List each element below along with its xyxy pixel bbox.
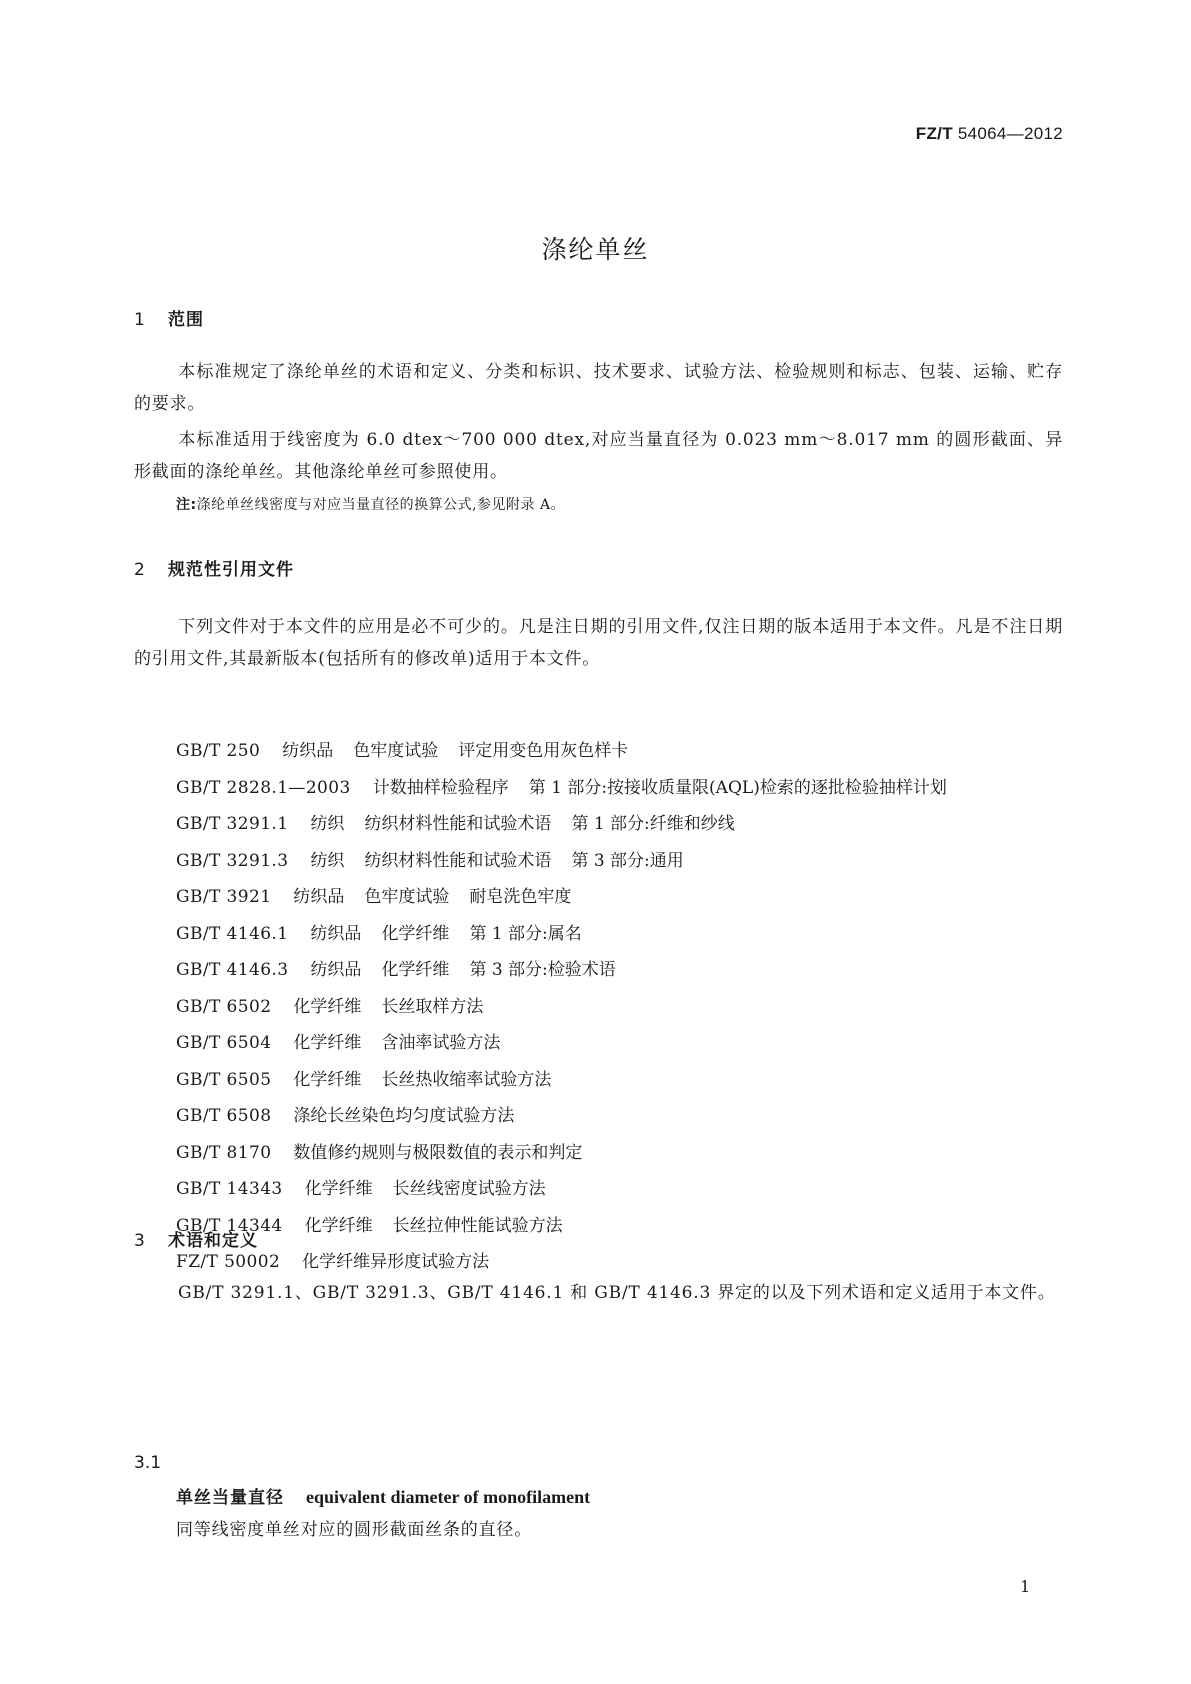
reference-code: GB/T 8170 (176, 1142, 272, 1163)
reference-item (176, 879, 947, 916)
reference-code: GB/T 14343 (176, 1179, 283, 1199)
reference-title-part: 评定用变色用灰色样卡 (458, 741, 629, 761)
standard-code (0, 124, 1063, 144)
reference-title-part: 长丝热收缩率试验方法 (381, 1069, 552, 1090)
reference-title-part: 纺织品 (293, 887, 345, 907)
section-1-paragraph-1-text: 本标准规定了涤纶单丝的术语和定义、分类和标识、技术要求、试验方法、检验规则和标志、包装、运输、贮存的要求。 (134, 362, 1063, 414)
term-3-1-title (176, 1483, 590, 1508)
section-2-paragraph-1 (134, 611, 1063, 675)
section-1-note (176, 494, 565, 514)
reference-title-part: 化学纤维 (304, 1179, 373, 1199)
term-3-1-chinese: 单丝当量直径 (176, 1488, 284, 1508)
note-label: 注: (176, 497, 197, 513)
reference-title-part: 涤纶长丝染色均匀度试验方法 (293, 1106, 515, 1126)
reference-title-part: 化学纤维 (293, 1069, 362, 1090)
reference-item (176, 843, 947, 880)
section-2-title: 规范性引用文件 (168, 560, 294, 580)
reference-title-part: 耐皂洗色牢度 (469, 887, 572, 907)
reference-title-part: 含油率试验方法 (381, 1033, 501, 1053)
reference-title-part: 纺织品 (310, 923, 362, 944)
reference-item (176, 916, 947, 953)
section-1-title: 范围 (168, 310, 204, 330)
reference-title-part: 纺织品 (310, 960, 362, 980)
section-2-number: 2 (134, 560, 146, 580)
reference-title-part: 化学纤维 (381, 960, 450, 980)
reference-item (176, 1208, 947, 1245)
section-3-paragraph-1-text: GB/T 3291.1、GB/T 3291.3、GB/T 4146.1 和 GB/T 4146.3 界定的以及下列术语和定义适用于本文件。 (178, 1283, 1056, 1303)
reference-title-part: 计数抽样检验程序 (372, 777, 509, 798)
reference-item (176, 806, 947, 843)
reference-title-part: 长丝取样方法 (381, 996, 484, 1017)
reference-title-part: 化学纤维 (293, 996, 362, 1017)
reference-item (176, 1135, 947, 1172)
section-1-paragraph-2 (134, 424, 1063, 488)
normative-references-list (176, 733, 947, 1281)
reference-title-part: 纺织材料性能和试验术语 (364, 814, 552, 834)
section-3-number: 3 (134, 1231, 146, 1251)
reference-title-part: 纺织品 (282, 741, 334, 761)
reference-title-part: 第 3 部分:检验术语 (469, 960, 616, 980)
term-3-1-definition: 同等线密度单丝对应的圆形截面丝条的直径。 (176, 1520, 532, 1540)
reference-item (176, 1025, 947, 1062)
term-3-1-english: equivalent diameter of monofilament (306, 1487, 591, 1507)
reference-item (176, 952, 947, 989)
section-1-paragraph-1 (134, 356, 1063, 420)
reference-item (176, 1244, 947, 1281)
reference-title-part: 纺织材料性能和试验术语 (364, 850, 552, 871)
term-3-1-number: 3.1 (134, 1453, 162, 1473)
reference-code: GB/T 3291.3 (176, 850, 289, 871)
section-2-paragraph-1-text: 下列文件对于本文件的应用是必不可少的。凡是注日期的引用文件,仅注日期的版本适用于本文件。凡是不注日期的引用文件,其最新版本(包括所有的修改单)适用于本文件。 (134, 617, 1063, 669)
reference-code: GB/T 3291.1 (176, 814, 289, 834)
reference-code: GB/T 2828.1—2003 (176, 777, 351, 798)
note-text: 涤纶单丝线密度与对应当量直径的换算公式,参见附录 A。 (196, 497, 566, 513)
reference-code: GB/T 14344 (176, 1215, 283, 1236)
reference-title-part: 化学纤维 (293, 1033, 362, 1053)
reference-title-part: 第 1 部分:属名 (469, 923, 582, 944)
reference-item (176, 770, 947, 807)
page-number: 1 (1020, 1577, 1031, 1596)
reference-title-part: 色牢度试验 (364, 887, 450, 907)
reference-item (176, 1171, 947, 1208)
section-1-paragraph-2-text: 本标准适用于线密度为 6.0 dtex～700 000 dtex,对应当量直径为 0.023 mm～8.017 mm 的圆形截面、异形截面的涤纶单丝。其他涤纶单丝可参照使用。 (134, 430, 1063, 482)
reference-title-part: 纺织 (310, 814, 345, 834)
section-3-paragraph-1 (134, 1277, 1063, 1309)
reference-item (176, 733, 947, 770)
reference-title-part: 化学纤维 (304, 1215, 373, 1236)
reference-code: GB/T 6502 (176, 996, 272, 1017)
reference-title-part: 第 1 部分:纤维和纱线 (571, 814, 735, 834)
standard-code-prefix: FZ/T (915, 124, 953, 143)
section-2-heading (134, 555, 294, 580)
reference-title-part: 色牢度试验 (353, 741, 439, 761)
reference-code: GB/T 250 (176, 741, 261, 761)
standard-code-number: 54064—2012 (957, 124, 1063, 143)
reference-code: GB/T 6505 (176, 1069, 272, 1090)
document-title: 涤纶单丝 (541, 235, 650, 264)
reference-code: GB/T 6508 (176, 1106, 272, 1126)
reference-title-part: 化学纤维 (381, 923, 450, 944)
reference-title-part: 化学纤维异形度试验方法 (302, 1252, 490, 1272)
reference-item (176, 1098, 947, 1135)
reference-item (176, 989, 947, 1026)
reference-title-part: 长丝拉伸性能试验方法 (392, 1215, 563, 1236)
reference-code: FZ/T 50002 (176, 1252, 281, 1272)
reference-code: GB/T 4146.3 (176, 960, 289, 980)
reference-title-part: 长丝线密度试验方法 (392, 1179, 546, 1199)
section-1-number: 1 (134, 310, 146, 330)
reference-code: GB/T 3921 (176, 887, 272, 907)
section-3-title: 术语和定义 (168, 1231, 258, 1251)
reference-title-part: 纺织 (310, 850, 345, 871)
reference-title-part: 第 1 部分:按接收质量限(AQL)检索的逐批检验抽样计划 (528, 777, 947, 798)
reference-code: GB/T 6504 (176, 1033, 272, 1053)
reference-title-part: 第 3 部分:通用 (571, 850, 684, 871)
section-3-heading (134, 1226, 258, 1251)
reference-title-part: 数值修约规则与极限数值的表示和判定 (293, 1142, 583, 1163)
section-1-heading (134, 305, 204, 330)
reference-code: GB/T 4146.1 (176, 923, 289, 944)
reference-item (176, 1062, 947, 1099)
